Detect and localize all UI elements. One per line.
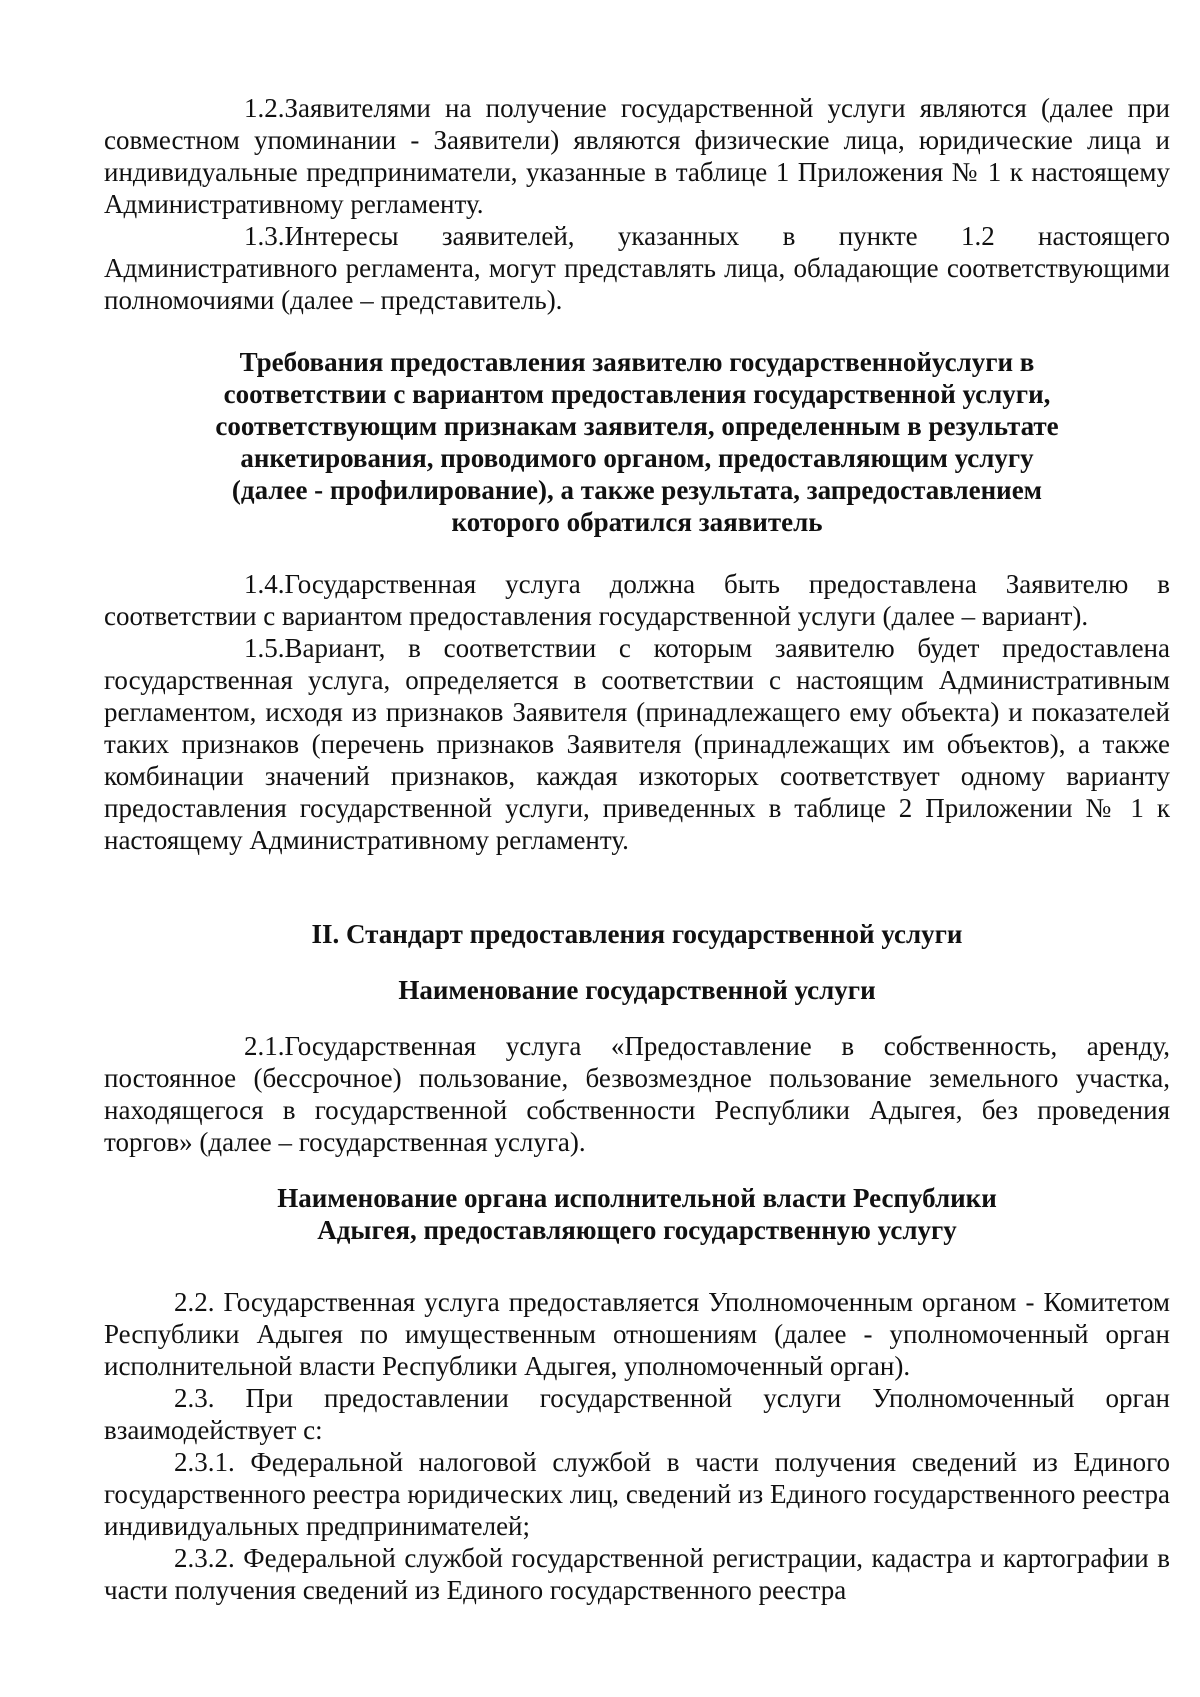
paragraph-text: Заявителями на получение государственной услуги являются (далее при совместном упоминании - Заявители) являются физические лица, юридические лица и индивидуальные предприниматели, указанные в таблице 1 Приложения № 1 к настоящему Административному регламенту. — [104, 93, 1170, 219]
paragraph-1-4 — [104, 568, 1170, 632]
paragraph-number: 1.4. — [244, 569, 285, 599]
document-page — [104, 92, 1170, 1606]
paragraph-text: Государственная услуга «Предоставление в собственность, аренду, постоянное (бессрочное) пользование, безвозмездное пользование земельного участка, находящегося в государственной собственности Республики Адыгея, без проведения торгов» (далее – государственная услуга). — [104, 1031, 1170, 1157]
paragraph-text: Вариант, в соответствии с которым заявителю будет предоставлена государственная услуга, определяется в соответствии с настоящим Административным регламентом, исходя из признаков Заявителя (принадлежащего ему объекта) и показателей таких признаков (перечень признаков Заявителя (принадлежащих им объектов), а также комбинации значений признаков, каждая изкоторых соответствует одному варианту предоставления государственной услуги, приведенных в таблице 2 Приложении № 1 к настоящему Административному регламенту. — [104, 633, 1170, 855]
paragraph-1-2 — [104, 92, 1170, 220]
paragraph-2-1 — [104, 1030, 1170, 1158]
paragraph-text: Интересы заявителей, указанных в пункте 1.2 настоящего Административного регламента, могут представлять лица, обладающие соответствующими полномочиями (далее – представитель). — [104, 221, 1170, 315]
heading-standard: II. Стандарт предоставления государственной услуги — [311, 919, 963, 949]
paragraph-1-3 — [104, 220, 1170, 316]
paragraph-2-3: 2.3. При предоставлении государственной услуги Уполномоченный орган взаимодействует с: — [104, 1383, 1170, 1445]
paragraph-number: 2.1. — [244, 1031, 285, 1061]
paragraph-number: 1.5. — [244, 633, 285, 663]
paragraph-2-3-1: 2.3.1. Федеральной налоговой службой в части получения сведений из Единого государственного реестра юридических лиц, сведений из Единого государственного реестра индивидуальных предпринимателей; — [104, 1447, 1170, 1541]
paragraph-2-2: 2.2. Государственная услуга предоставляется Уполномоченным органом - Комитетом Республики Адыгея по имущественным отношениям (далее - уполномоченный орган исполнительной власти Республики Адыгея, уполномоченный орган). — [104, 1287, 1170, 1381]
paragraph-number: 1.3. — [244, 221, 285, 251]
heading-requirements: Требования предоставления заявителю государственнойуслуги в соответствии с вариантом предоставления государственной услуги, соответствующим признакам заявителя, определенным в результате анкетирования, проводимого органом, предоставляющим услугу (далее - профилирование), а также результата, запредоставлением которого обратился заявитель — [215, 347, 1059, 537]
paragraph-number: 1.2. — [244, 93, 285, 123]
heading-organ: Наименование органа исполнительной власти Республики Адыгея, предоставляющего государственную услугу — [277, 1183, 997, 1245]
paragraph-text: Государственная услуга должна быть предоставлена Заявителю в соответствии с вариантом предоставления государственной услуги (далее – вариант). — [104, 569, 1170, 631]
paragraph-1-5 — [104, 632, 1170, 856]
heading-service-name: Наименование государственной услуги — [398, 975, 876, 1005]
paragraph-2-3-2: 2.3.2. Федеральной службой государственной регистрации, кадастра и картографии в части получения сведений из Единого государственного реестра — [104, 1543, 1170, 1605]
